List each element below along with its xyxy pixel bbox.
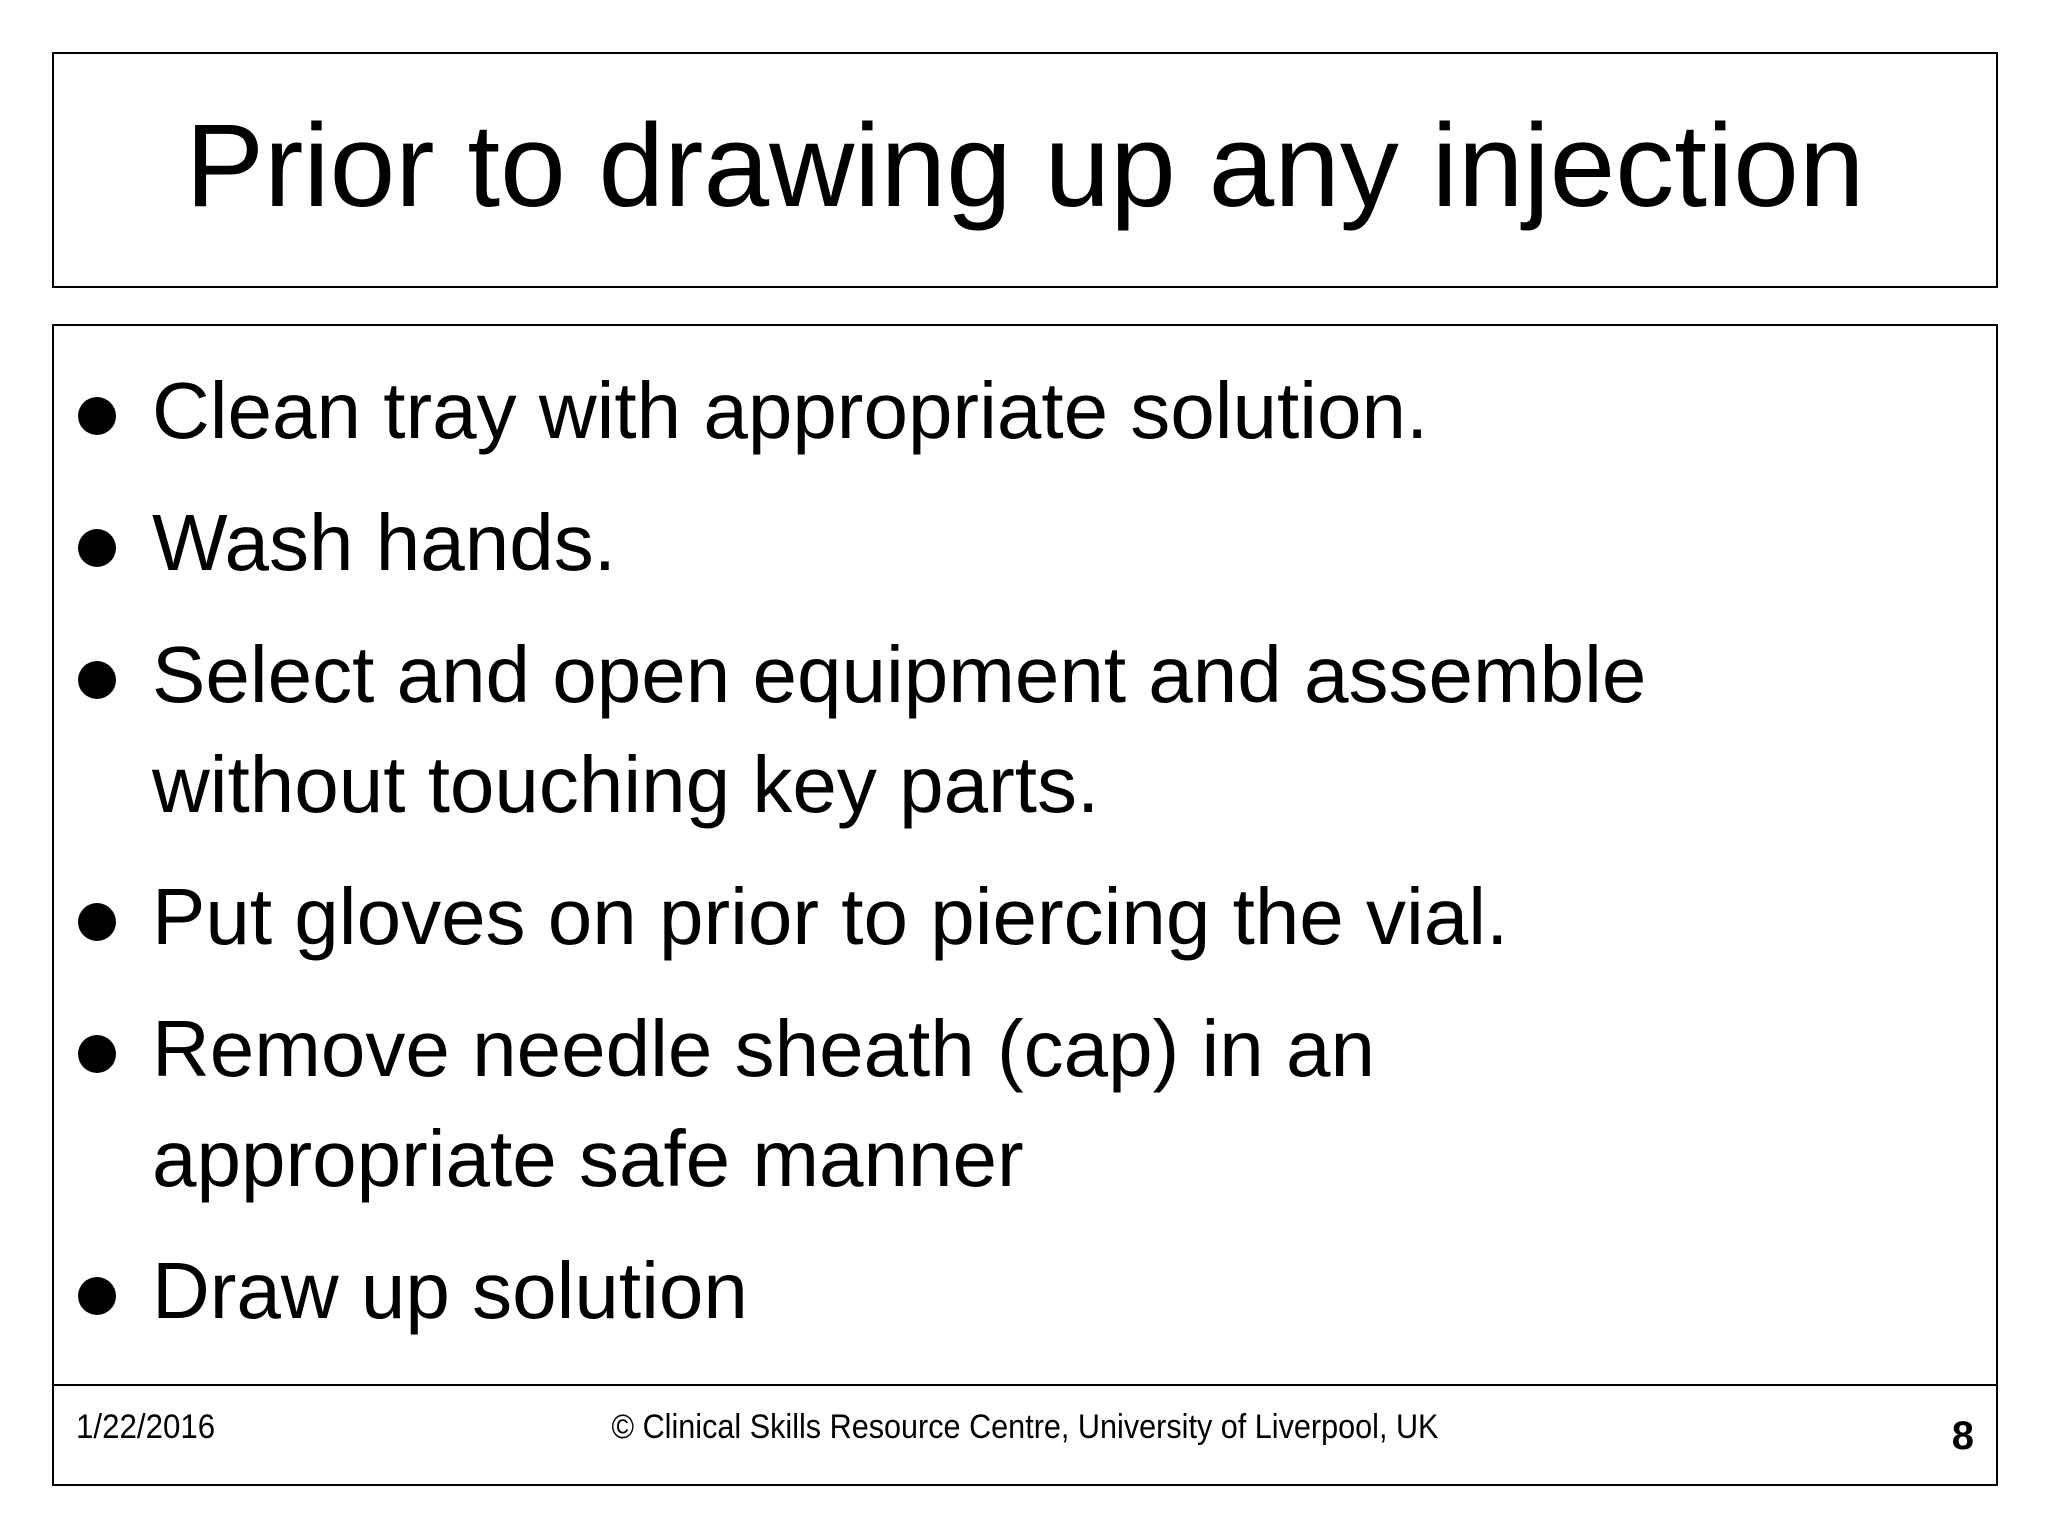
bullet-text: Clean tray with appropriate solution. bbox=[152, 366, 1429, 455]
content-panel bbox=[52, 324, 1998, 1486]
bullet-text-line-1: Remove needle sheath (cap) in an bbox=[152, 1004, 1375, 1093]
footer-copyright: © Clinical Skills Resource Centre, University of Liverpool, UK bbox=[611, 1408, 1439, 1446]
bullet-item bbox=[54, 356, 1996, 466]
bullet-icon bbox=[78, 661, 116, 699]
slide-title: Prior to drawing up any injection bbox=[185, 100, 1865, 232]
bullet-icon bbox=[78, 529, 116, 567]
bullet-text-line-1: Select and open equipment and assemble bbox=[152, 630, 1647, 719]
slide-footer bbox=[54, 1386, 1996, 1486]
bullet-list bbox=[54, 356, 1996, 1368]
bullet-text: Put gloves on prior to piercing the vial. bbox=[152, 872, 1509, 961]
bullet-item bbox=[54, 488, 1996, 598]
bullet-item bbox=[54, 994, 1996, 1214]
bullet-text: Wash hands. bbox=[152, 498, 616, 587]
bullet-text: Draw up solution bbox=[152, 1246, 748, 1335]
bullet-item bbox=[54, 620, 1996, 840]
bullet-icon bbox=[78, 1035, 116, 1073]
bullet-item bbox=[54, 862, 1996, 972]
bullet-item bbox=[54, 1236, 1996, 1346]
title-panel bbox=[52, 52, 1998, 288]
bullet-icon bbox=[78, 397, 116, 435]
bullet-text-line-2: appropriate safe manner bbox=[152, 1114, 1024, 1203]
page-number: 8 bbox=[1951, 1414, 1974, 1458]
bullet-text-line-2: without touching key parts. bbox=[152, 740, 1100, 829]
footer-date: 1/22/2016 bbox=[76, 1408, 216, 1446]
bullet-icon bbox=[78, 1277, 116, 1315]
bullet-icon bbox=[78, 903, 116, 941]
